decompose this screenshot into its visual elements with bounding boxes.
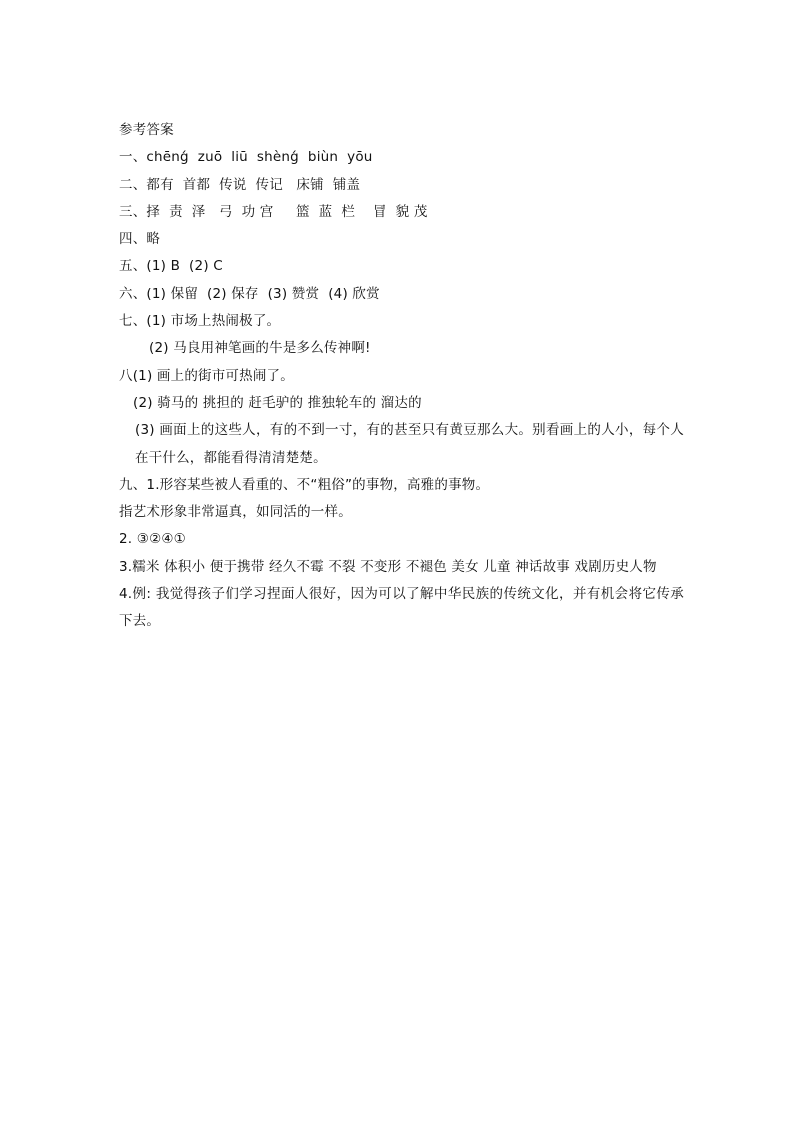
answer-4-omitted: 四、略 (119, 231, 161, 248)
answer-9-4: 4.例: 我觉得孩子们学习捏面人很好，因为可以了解中华民族的传统文化，并有机会将它传承下去。 (119, 586, 684, 630)
answer-7-1: 七、(1) 市场上热闹极了。 (119, 313, 281, 330)
answer-8-2: (2) 骑马的 挑担的 赶毛驴的 推独轮车的 溜达的 (133, 394, 422, 411)
answer-2-words: 二、都有 首都 传说 传记 床铺 铺盖 (119, 176, 361, 193)
answer-7-2: (2) 马良用神笔画的牛是多么传神啊! (149, 340, 371, 357)
answer-9-1: 九、1.形容某些被人看重的、不“粗俗”的事物，高雅的事物。 (119, 476, 490, 493)
answer-key (119, 117, 684, 636)
answer-8-1: 八(1) 画上的街市可热闹了。 (119, 367, 294, 384)
answer-5-choice: 五、(1) B (2) C (119, 258, 223, 275)
answer-1-pinyin: 一、chēnǵ zuō liū shènǵ biùn yōu (119, 149, 373, 166)
answer-9-1-continued: 指艺术形象非常逼真，如同活的一样。 (119, 504, 352, 521)
answer-3-characters: 三、择 责 泽 弓 功 宫 篮 蓝 栏 冒 貌 茂 (119, 203, 428, 220)
answer-6-words: 六、(1) 保留 (2) 保存 (3) 赞赏 (4) 欣赏 (119, 285, 380, 302)
answer-title: 参考答案 (119, 122, 174, 138)
answer-9-2: 2. ③②④① (119, 531, 186, 548)
answer-8-3: (3) 画面上的这些人，有的不到一寸，有的甚至只有黄豆那么大。别看画上的人小，每个人在干什么，都能看得清清楚楚。 (135, 422, 684, 466)
answer-9-3: 3.糯米 体积小 便于携带 经久不霉 不裂 不变形 不褪色 美女 儿童 神话故事 戏剧历史人物 (119, 558, 657, 575)
